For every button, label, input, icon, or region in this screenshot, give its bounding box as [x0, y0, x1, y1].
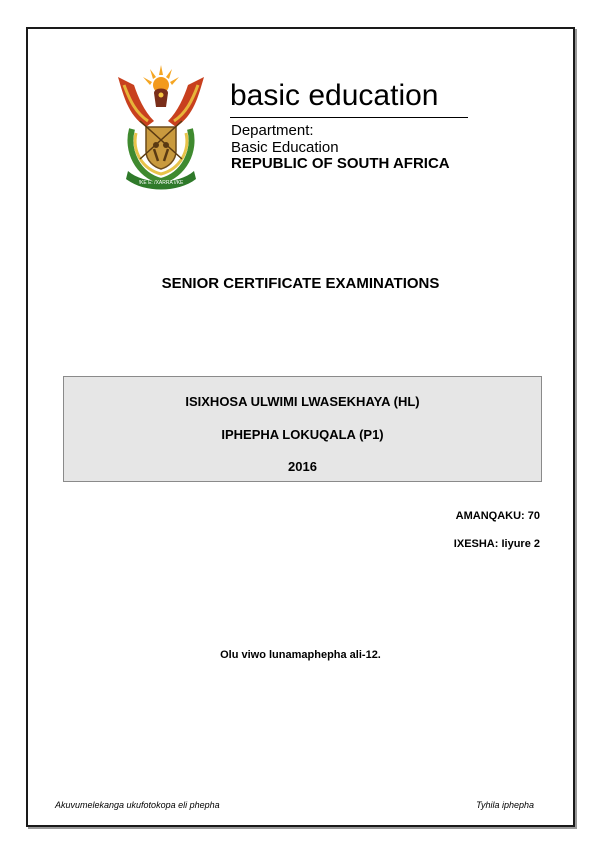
- time-info: IXESHA: Iiyure 2: [453, 538, 540, 550]
- coat-of-arms-icon: [110, 63, 212, 193]
- marks-info: AMANQAKU: 70: [455, 510, 540, 522]
- subject-name: ISIXHOSA ULWIMI LWASEKHAYA (HL): [185, 394, 420, 409]
- footer-copy-notice: Akuvumelekanga ukufotokopa eli phepha: [55, 800, 220, 810]
- right-wing-icon: [168, 77, 204, 127]
- department-name: Basic Education: [231, 139, 339, 156]
- subject-box: [63, 376, 542, 482]
- crest-motto: !KE E: /XARRA //KE: [138, 180, 184, 186]
- pages-note: Olu viwo lunamaphepha ali-12.: [220, 649, 381, 661]
- footer-turn-page: Tyhila iphepha: [476, 800, 534, 810]
- brand-title: basic education: [230, 79, 439, 112]
- paper-name: IPHEPHA LOKUQALA (P1): [221, 427, 384, 442]
- exam-year: 2016: [288, 459, 317, 474]
- republic-name: REPUBLIC OF SOUTH AFRICA: [231, 155, 450, 172]
- department-label: Department:: [231, 122, 314, 139]
- exam-title: SENIOR CERTIFICATE EXAMINATIONS: [161, 275, 440, 292]
- left-wing-icon: [118, 77, 154, 127]
- brand-divider: [230, 117, 468, 118]
- shield-icon: [146, 127, 176, 169]
